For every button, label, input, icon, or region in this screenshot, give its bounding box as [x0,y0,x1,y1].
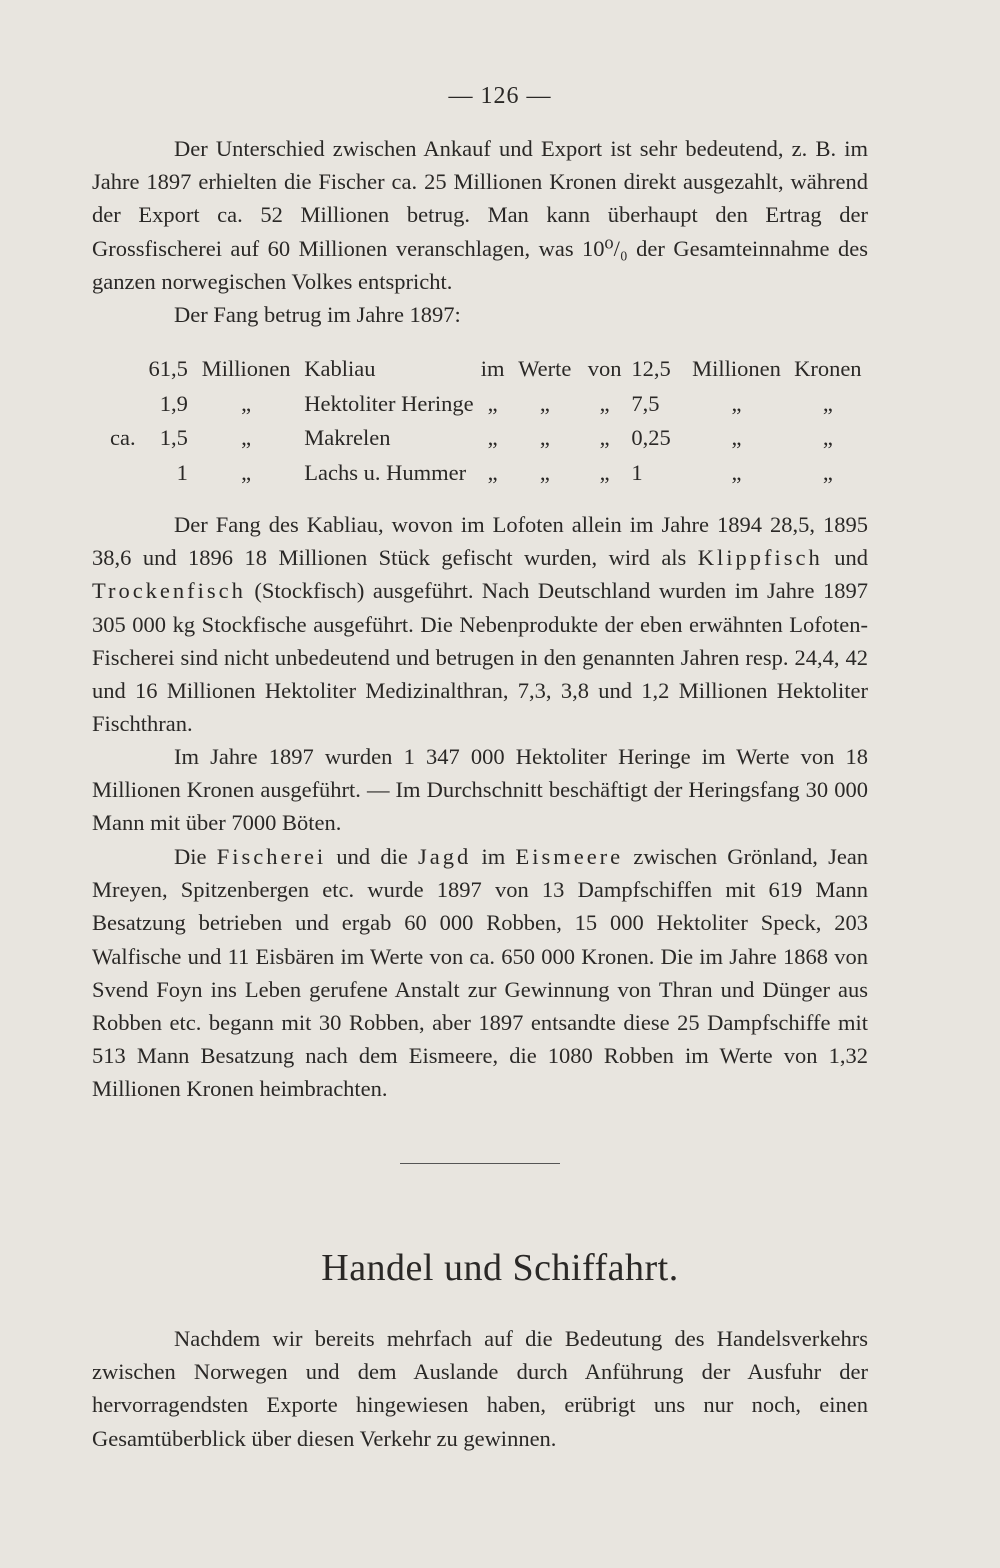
row-currency: „ [822,459,833,485]
row-unit: „ [241,459,252,485]
row-von: „ [599,459,610,485]
paragraph-handel: Nachdem wir bereits mehrfach auf die Bedeutung des Handelsverkehrs zwischen Norwegen und dem Auslande durch Anführung der Ausfuhr der hervorragendsten Exporte hingewiesen haben, erübrigt uns nur noch, einen Gesamtüberblick über diesen Verkehr zu gewinnen. [92,1326,868,1451]
row-currency: Kronen [794,356,862,382]
section-heading: Handel und Schiffahrt. [321,1247,679,1289]
row-value-unit: Millionen [692,356,781,382]
row-currency: „ [822,425,833,451]
row-kind: Lachs u. Hummer [304,459,467,485]
catch-table-row [92,456,868,491]
text-segment: zwischen Grönland, Jean Mreyen, Spitzenbergen etc. wurde 1897 von 13 Dampfschiffen mit 619 Mann Besatzung betrieben und ergab 60 000 Robben, 15 000 Hektoliter Speck, 203 Walfische und 11 Eisbären im Werte von ca. 650 000 Kronen. Die im Jahre 1868 von Svend Foyn ins Leben gerufene Anstalt zur Gewinnung von Thran und Dünger aus Robben etc. begann mit 30 Robben, aber 1897 entsandte diese 25 Dampfschiffe mit 513 Mann Besatzung nach dem Eismeere, die 1080 Robben im Werte von 1,32 Millionen Kronen heimbrachten. [92,844,869,1102]
catch-table-row [92,387,868,422]
paragraph-kabliau [92,508,868,740]
row-value-unit: „ [731,459,742,485]
row-im: „ [487,459,498,485]
catch-table-row [92,352,868,387]
row-value: 0,25 [631,425,671,451]
row-prefix: ca. [110,425,136,451]
section-divider [400,1163,560,1164]
term-eismeere: Eismeere [515,844,624,869]
row-amount: 1,9 [159,390,188,416]
row-amount: 1,5 [159,425,188,451]
paragraph-export-difference: Der Unterschied zwischen Ankauf und Export ist sehr bedeutend, z. B. im Jahre 1897 erhielten die Fischer ca. 25 Millionen Kronen direkt ausgezahlt, während der Export ca. 52 Millionen betrug. Man kann überhaupt den Ertrag der Grossfischerei auf 60 Millionen veranschlagen, was 10⁰/₀ der Gesamteinnahme des ganzen norwegischen Volkes entspricht. [92,136,868,294]
paragraph-catch-intro: Der Fang betrug im Jahre 1897: [174,302,461,327]
text-segment: (Stockfisch) ausgeführt. Nach Deutschland wurden im Jahre 1897 305 000 kg Stockfische ausgeführt. Die Nebenprodukte der eben erwähnten Lofoten-Fischerei sind nicht unbedeutend und betrugen in den genannten Jahren resp. 24,4, 42 und 16 Millionen Hektoliter Medizinalthran, 7,3, 3,8 und 1,2 Millionen Hektoliter Fischthran. [92,578,868,737]
row-werte: „ [539,390,550,416]
row-prefix [92,456,136,491]
row-value-unit: „ [731,425,742,451]
text-segment: und die [336,844,408,869]
row-im: im [480,356,505,382]
row-von: „ [599,390,610,416]
term-fischerei: Fischerei [216,844,327,869]
row-unit: Millionen [201,356,291,382]
text-segment: Die [174,844,207,869]
catch-table-row [92,421,868,456]
row-im: „ [487,390,498,416]
row-currency: „ [822,390,833,416]
row-von: von [587,356,622,382]
catch-table [92,352,868,490]
term-trockenfisch: Trockenfisch [92,578,246,604]
row-value: 1 [631,459,643,485]
page-number: — 126 — [448,83,552,109]
row-unit: „ [241,425,252,451]
row-amount: 1 [176,459,188,485]
row-prefix [92,387,136,422]
paragraph-heringe: Im Jahre 1897 wurden 1 347 000 Hektoliter Heringe im Werte von 18 Millionen Kronen ausgeführt. — Im Durchschnitt beschäftigt der Heringsfang 30 000 Mann mit über 7000 Böten. [92,744,868,836]
term-klippfisch: Klippfisch [697,545,823,571]
text-segment: Der Fang des Kabliau, wovon im Lofoten allein im Jahre 1894 28,5, 1895 38,6 und 1896 18 Millionen Stück gefischt wurden, wird als [92,512,868,571]
row-kind: Makrelen [304,425,391,451]
row-kind: Hektoliter Heringe [304,390,474,416]
row-von: „ [599,425,610,451]
text-segment: und [834,545,869,571]
row-werte: „ [539,459,550,485]
row-amount: 61,5 [148,356,188,382]
row-prefix [92,352,136,387]
text-segment: im [481,844,506,869]
row-unit: „ [241,390,252,416]
row-werte: Werte [518,356,572,382]
row-im: „ [487,425,498,451]
row-werte: „ [539,425,550,451]
paragraph-eismeer [92,840,868,1106]
row-kind: Kabliau [304,356,376,382]
row-value: 12,5 [631,356,671,382]
row-value: 7,5 [631,390,660,416]
term-jagd: Jagd [418,844,472,869]
row-value-unit: „ [731,390,742,416]
